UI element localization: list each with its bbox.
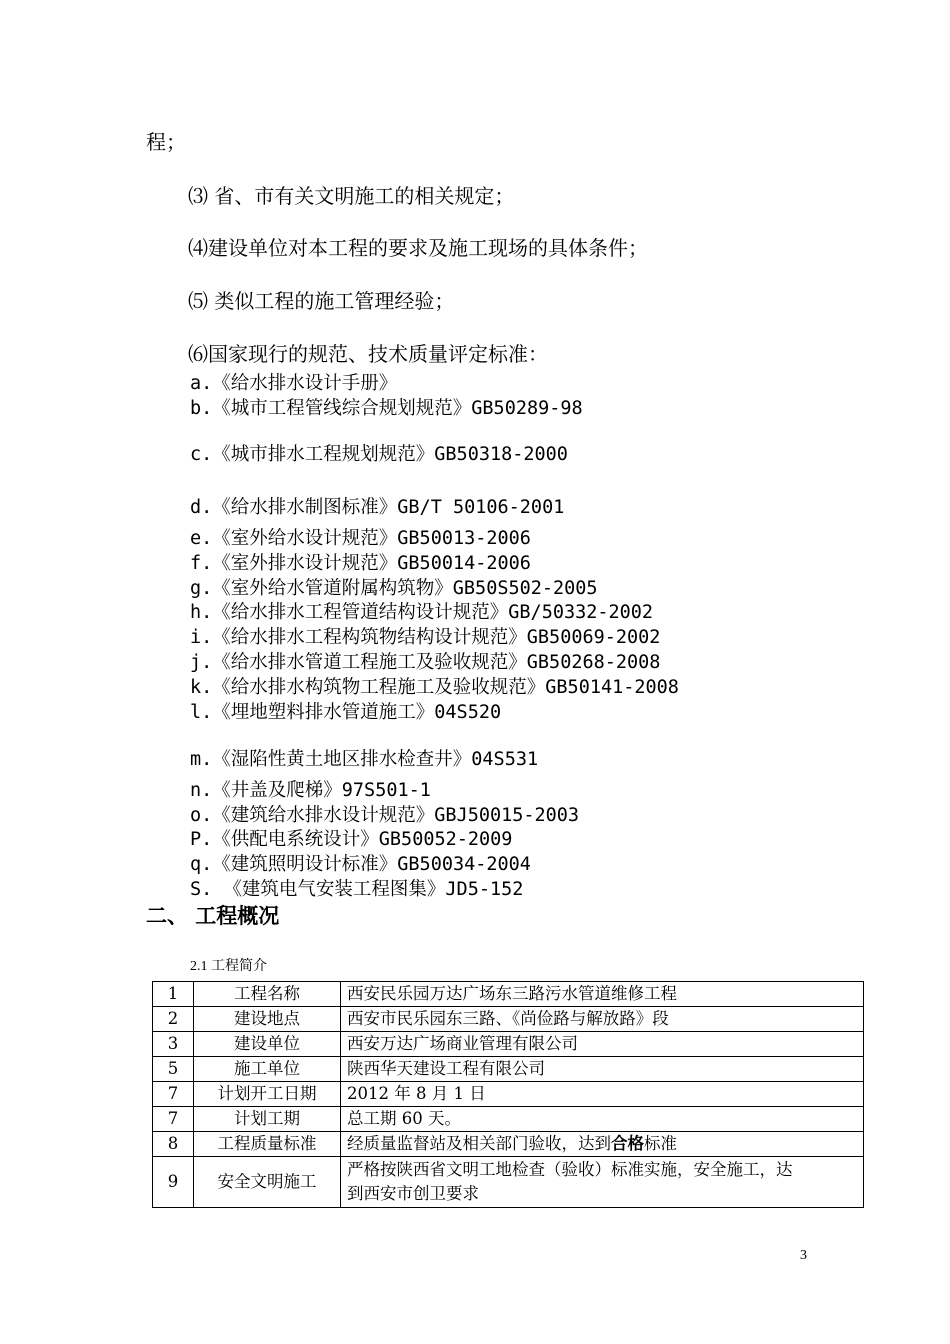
row-label: 工程质量标准 [194, 1132, 341, 1157]
intro-line: ⑶ 省、市有关文明施工的相关规定； [188, 184, 515, 208]
row-value [341, 1132, 864, 1157]
standard-item: S. 《建筑电气安装工程图集》JD5-152 [190, 879, 524, 900]
row-value: 2012 年 8 月 1 日 [341, 1082, 864, 1107]
intro-line: ⑷建设单位对本工程的要求及施工现场的具体条件； [188, 236, 648, 260]
standard-item: a.《给水排水设计手册》 [190, 373, 398, 394]
table-row [153, 1057, 864, 1082]
page-number: 3 [800, 1248, 807, 1263]
row-label: 建设单位 [194, 1032, 341, 1057]
row-value: 西安万达广场商业管理有限公司 [341, 1032, 864, 1057]
standard-item: h.《给水排水工程管道结构设计规范》GB/50332-2002 [190, 602, 654, 623]
standard-item: m.《湿陷性黄土地区排水检查井》04S531 [190, 749, 539, 770]
row-value: 总工期 60 天。 [341, 1107, 864, 1132]
row-value: 西安民乐园万达广场东三路污水管道维修工程 [341, 982, 864, 1007]
table-row [153, 1107, 864, 1132]
row-number: 1 [153, 982, 194, 1007]
table-row [153, 1132, 864, 1157]
standard-item: e.《室外给水设计规范》GB50013-2006 [190, 528, 531, 549]
row-label: 建设地点 [194, 1007, 341, 1032]
section-heading: 二、 工程概况 [146, 904, 280, 928]
value-emphasis: 合格 [611, 1134, 644, 1153]
row-value: 西安市民乐园东三路、《尚俭路与解放路》段 [341, 1007, 864, 1032]
standard-item: P.《供配电系统设计》GB50052-2009 [190, 829, 513, 850]
table-row [153, 982, 864, 1007]
standard-item: j.《给水排水管道工程施工及验收规范》GB50268-2008 [190, 652, 661, 673]
row-number: 9 [153, 1157, 194, 1208]
subsection-caption: 2.1 工程简介 [190, 959, 267, 974]
table-row [153, 1157, 864, 1208]
row-number: 7 [153, 1107, 194, 1132]
standard-item: n.《井盖及爬梯》97S501-1 [190, 780, 431, 801]
value-line: 到西安市创卫要求 [347, 1184, 479, 1203]
row-label: 施工单位 [194, 1057, 341, 1082]
standard-item: k.《给水排水构筑物工程施工及验收规范》GB50141-2008 [190, 677, 679, 698]
row-label: 计划开工日期 [194, 1082, 341, 1107]
intro-line: ⑹国家现行的规范、技术质量评定标准： [188, 342, 548, 366]
intro-line: ⑸ 类似工程的施工管理经验； [188, 289, 455, 313]
value-text: 标准 [644, 1134, 677, 1153]
project-info-table [152, 981, 864, 1208]
intro-line: 程； [146, 130, 186, 154]
row-number: 7 [153, 1082, 194, 1107]
row-value [341, 1157, 864, 1208]
row-value: 陕西华天建设工程有限公司 [341, 1057, 864, 1082]
standard-item: b.《城市工程管线综合规划规范》GB50289-98 [190, 398, 583, 419]
row-label: 工程名称 [194, 982, 341, 1007]
row-number: 8 [153, 1132, 194, 1157]
standard-item: c.《城市排水工程规划规范》GB50318-2000 [190, 444, 568, 465]
row-label: 计划工期 [194, 1107, 341, 1132]
row-label: 安全文明施工 [194, 1157, 341, 1208]
standard-item: d.《给水排水制图标准》GB/T 50106-2001 [190, 497, 565, 518]
table-row [153, 1032, 864, 1057]
standard-item: l.《埋地塑料排水管道施工》04S520 [190, 702, 502, 723]
standard-item: g.《室外给水管道附属构筑物》GB50S502-2005 [190, 578, 598, 599]
table-row [153, 1082, 864, 1107]
table-row [153, 1007, 864, 1032]
standard-item: i.《给水排水工程构筑物结构设计规范》GB50069-2002 [190, 627, 661, 648]
row-number: 5 [153, 1057, 194, 1082]
row-number: 3 [153, 1032, 194, 1057]
standard-item: f.《室外排水设计规范》GB50014-2006 [190, 553, 531, 574]
value-line: 严格按陕西省文明工地检查（验收）标准实施，安全施工，达 [347, 1160, 793, 1179]
value-text: 经质量监督站及相关部门验收，达到 [347, 1134, 611, 1153]
row-number: 2 [153, 1007, 194, 1032]
standard-item: o.《建筑给水排水设计规范》GBJ50015-2003 [190, 805, 580, 826]
standard-item: q.《建筑照明设计标准》GB50034-2004 [190, 854, 531, 875]
